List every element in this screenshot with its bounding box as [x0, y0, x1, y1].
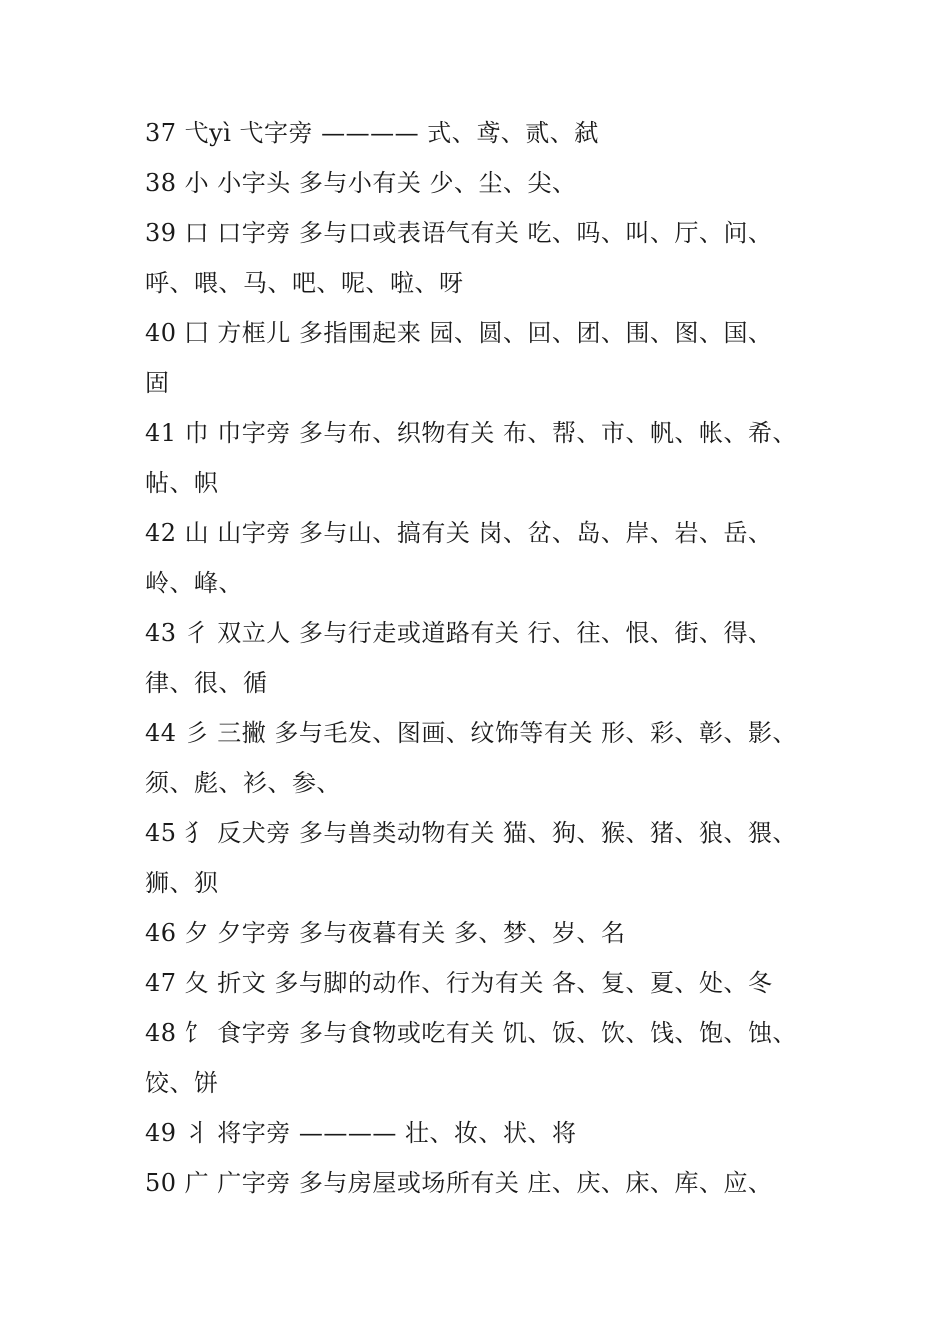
text-line: 39 口 口字旁 多与口或表语气有关 吃、吗、叫、厅、问、 — [145, 219, 773, 247]
text-line: 呼、喂、马、吧、呢、啦、呀 — [145, 269, 464, 297]
text-line: 49 丬 将字旁 ———— 壮、妆、状、将 — [145, 1119, 577, 1147]
text-line: 37 弋yì 弋字旁 ———— 式、鸢、贰、弑 — [145, 119, 599, 147]
text-line: 43 彳 双立人 多与行走或道路有关 行、往、恨、街、得、 — [145, 619, 773, 647]
radical-list — [145, 108, 825, 1208]
text-line: 44 彡 三撇 多与毛发、图画、纹饰等有关 形、彩、彰、影、 — [145, 719, 798, 747]
text-line: 40 囗 方框儿 多指围起来 园、圆、回、团、围、图、国、 — [145, 319, 773, 347]
text-line: 41 巾 巾字旁 多与布、织物有关 布、帮、市、帆、帐、希、 — [145, 419, 798, 447]
text-line: 帖、帜 — [145, 469, 219, 497]
text-line: 46 夕 夕字旁 多与夜暮有关 多、梦、岁、名 — [145, 919, 626, 947]
text-line: 38 小 小字头 多与小有关 少、尘、尖、 — [145, 169, 577, 197]
text-line: 律、很、循 — [145, 669, 268, 697]
text-line: 岭、峰、 — [145, 569, 243, 597]
text-line: 固 — [145, 369, 170, 397]
text-line: 50 广 广字旁 多与房屋或场所有关 庄、庆、床、库、应、 — [145, 1169, 773, 1197]
text-line: 45 犭 反犬旁 多与兽类动物有关 猫、狗、猴、猪、狼、猥、 — [145, 819, 798, 847]
text-line: 须、彪、衫、参、 — [145, 769, 341, 797]
text-line: 42 山 山字旁 多与山、搞有关 岗、岔、岛、岸、岩、岳、 — [145, 519, 773, 547]
text-line: 狮、狈 — [145, 869, 219, 897]
text-line: 48 饣 食字旁 多与食物或吃有关 饥、饭、饮、饯、饱、蚀、 — [145, 1019, 798, 1047]
text-line: 饺、饼 — [145, 1069, 219, 1097]
text-line: 47 夂 折文 多与脚的动作、行为有关 各、复、夏、处、冬 — [145, 969, 773, 997]
